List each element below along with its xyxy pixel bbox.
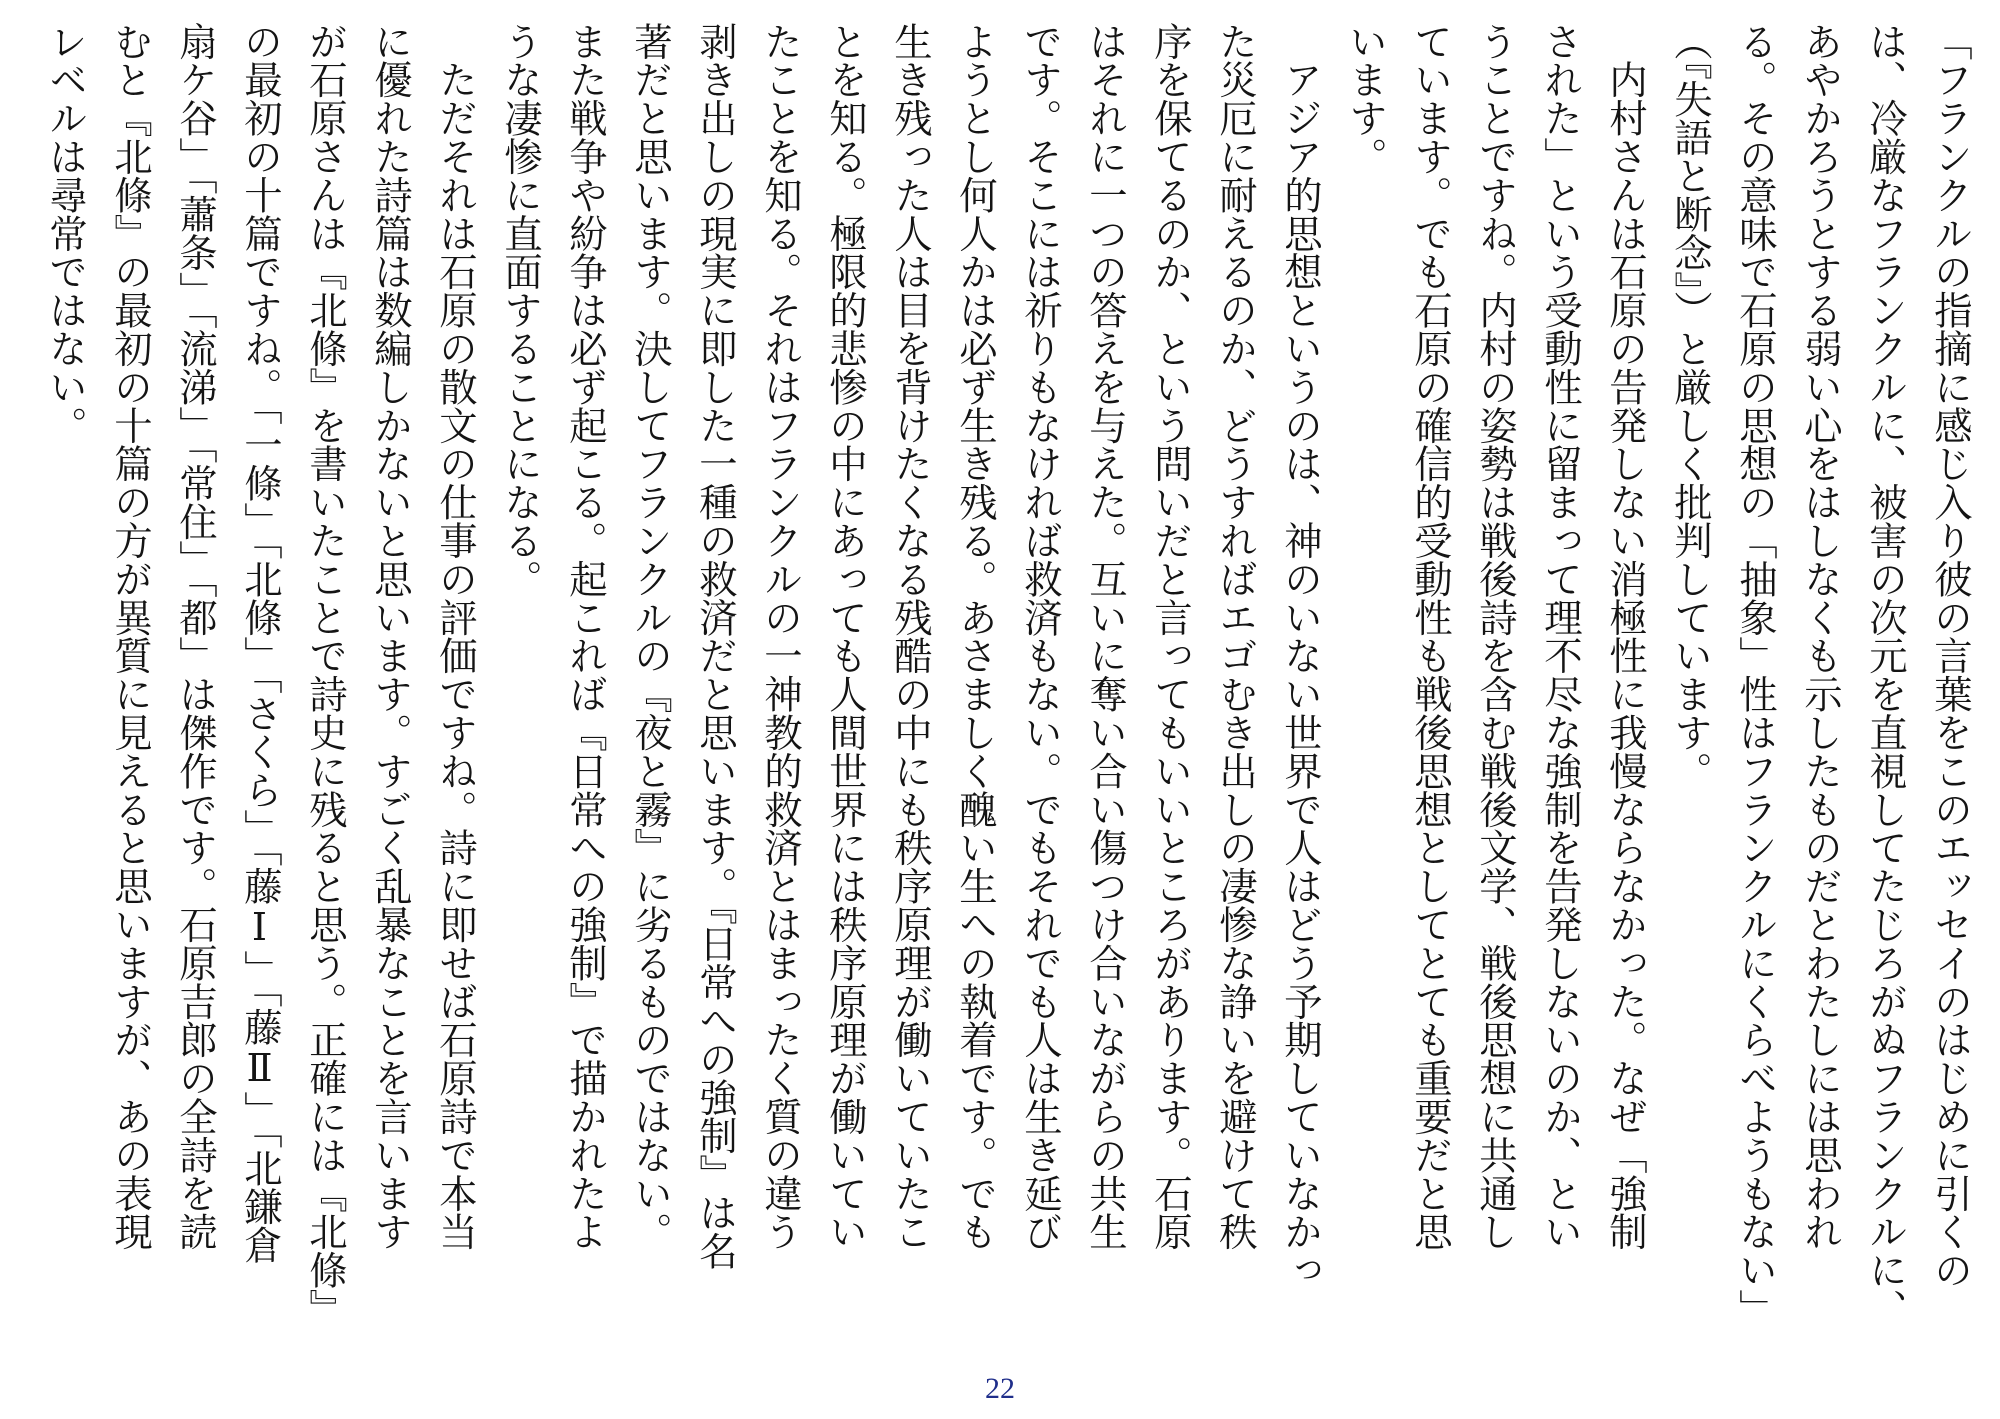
text-column-11: アジア的思想というのは、神のいない世界で人はどう予期していなかっ xyxy=(1277,22,1322,1290)
text-column-5: （『失語と断念』）と厳しく批判しています。 xyxy=(1667,22,1712,790)
text-column-30: レベルは尋常ではない。 xyxy=(42,22,87,445)
text-column-22: また戦争や紛争は必ず起こる。起これば『日常への強制』で描かれたよ xyxy=(562,22,607,1251)
text-column-8: うことですね。内村の姿勢は戦後詩を含む戦後文学、戦後思想に共通し xyxy=(1472,22,1517,1251)
text-column-29: むと『北條』の最初の十篇の方が異質に見えると思いますが、あの表現 xyxy=(107,22,152,1251)
text-column-27: の最初の十篇ですね。「一條」「北條」「さくら」「藤Ⅰ」「藤Ⅱ」「北鎌倉 xyxy=(237,22,282,1264)
text-column-3: あやかろうとする弱い心をはしなくも示したものだとわたしには思われ xyxy=(1797,22,1842,1251)
text-column-4: る。その意味で石原の思想の「抽象」性はフランクルにくらべようもない」 xyxy=(1732,22,1777,1328)
vertical-text-body xyxy=(23,22,1973,1367)
text-column-16: ようとし何人かは必ず生き残る。あさましく醜い生への執着です。でも xyxy=(952,22,997,1251)
text-column-1: 「フランクルの指摘に感じ入り彼の言葉をこのエッセイのはじめに引くの xyxy=(1927,22,1972,1290)
text-column-14: はそれに一つの答えを与えた。互いに奪い合い傷つけ合いながらの共生 xyxy=(1082,22,1127,1251)
text-column-21: 著だと思います。決してフランクルの『夜と霧』に劣るものではない。 xyxy=(627,22,672,1251)
text-column-12: た災厄に耐えるのか、どうすればエゴむき出しの凄惨な諍いを避けて秩 xyxy=(1212,22,1257,1251)
text-column-15: です。そこには祈りもなければ救済もない。でもそれでも人は生き延び xyxy=(1017,22,1062,1251)
text-column-18: とを知る。極限的悲惨の中にあっても人間世界には秩序原理が働いてい xyxy=(822,22,867,1251)
text-column-24: ただそれは石原の散文の仕事の評価ですね。詩に即せば石原詩で本当 xyxy=(432,22,477,1251)
text-column-17: 生き残った人は目を背けたくなる残酷の中にも秩序原理が働いていたこ xyxy=(887,22,932,1251)
text-column-25: に優れた詩篇は数編しかないと思います。すごく乱暴なことを言います xyxy=(367,22,412,1251)
page-number: 22 xyxy=(985,1372,1015,1405)
text-column-9: ています。でも石原の確信的受動性も戦後思想としてとても重要だと思 xyxy=(1407,22,1452,1251)
text-column-10: います。 xyxy=(1342,22,1387,176)
text-column-6: 内村さんは石原の告発しない消極性に我慢ならなかった。なぜ「強制 xyxy=(1602,22,1647,1251)
text-column-23: うな凄惨に直面することになる。 xyxy=(497,22,542,598)
text-column-13: 序を保てるのか、という問いだと言ってもいいところがあります。石原 xyxy=(1147,22,1192,1251)
text-column-2: は、冷厳なフランクルに、被害の次元を直視してたじろがぬフランクルに、 xyxy=(1862,22,1907,1328)
text-column-7: された」という受動性に留まって理不尽な強制を告発しないのか、とい xyxy=(1537,22,1582,1251)
text-column-26: が石原さんは『北條』を書いたことで詩史に残ると思う。正確には『北條』 xyxy=(302,22,347,1328)
text-column-28: 扇ケ谷」「蕭条」「流涕」「常住」「都」は傑作です。石原吉郎の全詩を読 xyxy=(172,22,217,1251)
text-column-20: 剥き出しの現実に即した一種の救済だと思います。『日常への強制』は名 xyxy=(692,22,737,1270)
text-column-19: たことを知る。それはフランクルの一神教的救済とはまったく質の違う xyxy=(757,22,802,1251)
